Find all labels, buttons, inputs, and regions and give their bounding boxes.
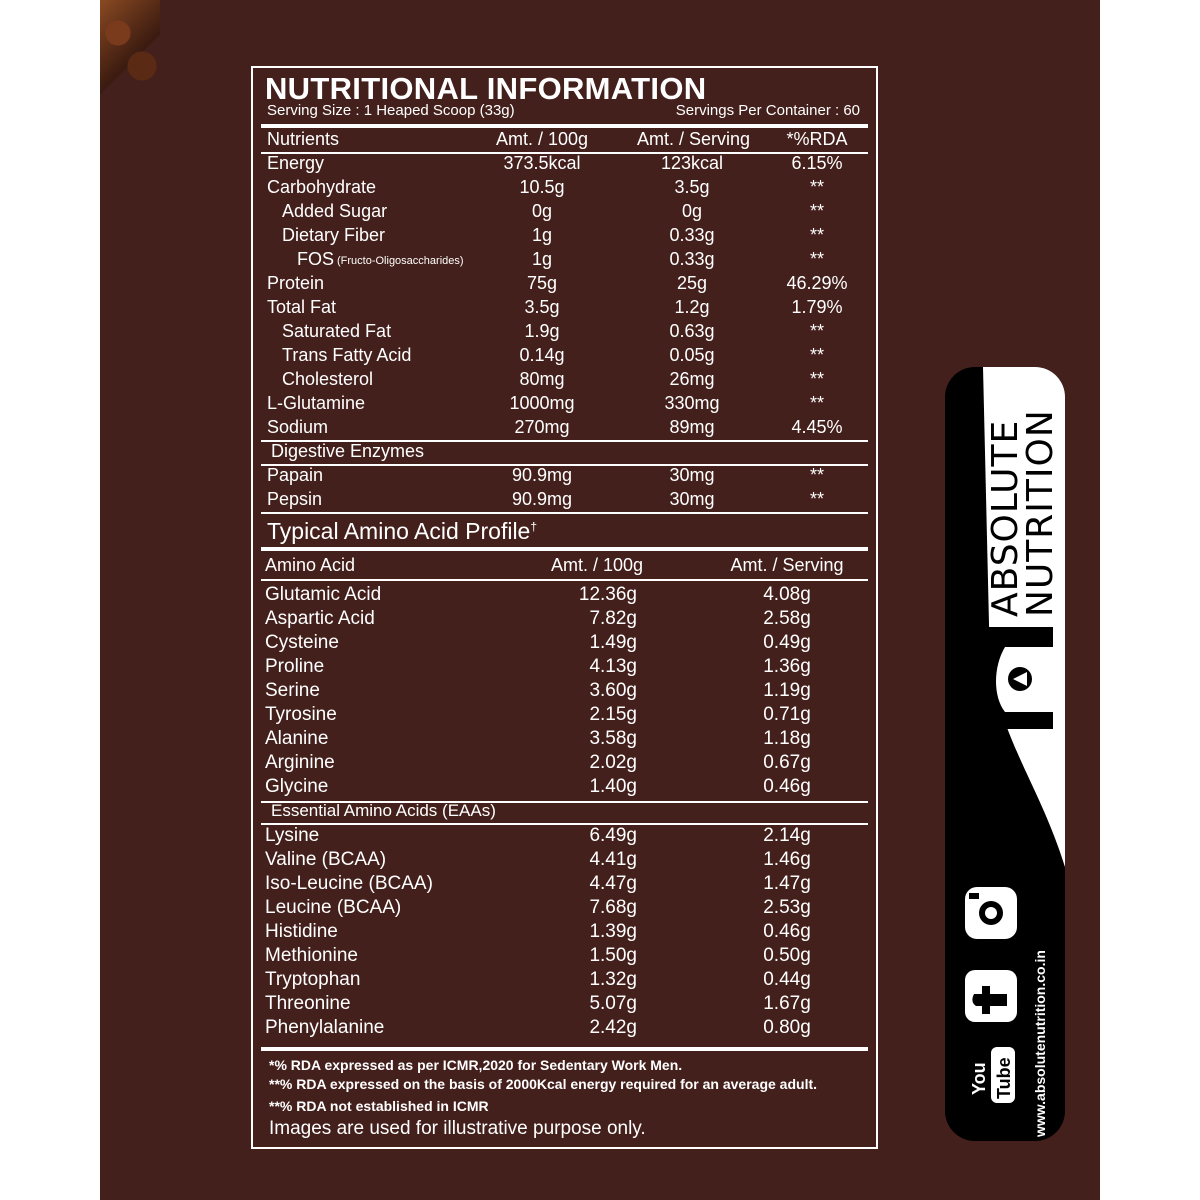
- table-row: [267, 319, 862, 343]
- row-rda: **: [809, 393, 824, 413]
- row-name: Tyrosine: [265, 704, 337, 725]
- row-amt-serving: 0.33g: [669, 225, 715, 245]
- table-row: [267, 872, 862, 896]
- row-rda: 46.29%: [786, 273, 848, 293]
- row-amt-100g: 373.5kcal: [503, 153, 581, 173]
- amino-title: [267, 518, 537, 545]
- row-name: Aspartic Acid: [265, 608, 375, 629]
- row-amt-100g: 12.36g: [578, 584, 637, 605]
- row-name: Trans Fatty Acid: [282, 345, 412, 365]
- row-name: Threonine: [265, 993, 351, 1014]
- row-amt-serving: 1.19g: [763, 680, 811, 701]
- table-row: [267, 968, 862, 992]
- header-amt-serving: Amt. / Serving: [637, 129, 751, 149]
- table-row: [267, 295, 862, 319]
- row-rda: **: [809, 225, 824, 245]
- row-amt-100g: 0.14g: [519, 345, 565, 365]
- header-amino-100g: Amt. / 100g: [550, 555, 644, 575]
- table-row: [267, 391, 862, 415]
- brand-strip: [945, 367, 1065, 1141]
- table-row: [267, 896, 862, 920]
- table-row: [267, 247, 862, 271]
- row-amt-100g: 80mg: [519, 369, 565, 389]
- row-amt-100g: 75g: [526, 273, 558, 293]
- row-amt-serving: 0.63g: [669, 321, 715, 341]
- row-name: Arginine: [265, 752, 335, 773]
- row-amt-serving: 1.2g: [674, 297, 710, 317]
- row-amt-100g: 0g: [531, 201, 553, 221]
- table-row: [267, 415, 862, 439]
- row-name: Sodium: [267, 417, 329, 437]
- table-row: [267, 848, 862, 872]
- row-amt-100g: 1.40g: [589, 776, 637, 797]
- row-name: Energy: [267, 153, 325, 173]
- table-row: [267, 679, 862, 703]
- row-rda: **: [809, 369, 824, 389]
- row-amt-100g: 3.60g: [589, 680, 637, 701]
- table-row: [267, 655, 862, 679]
- footnote-2: **% RDA expressed on the basis of 2000Kcal energy required for an average adult.: [269, 1076, 818, 1092]
- table-row: [267, 343, 862, 367]
- row-amt-100g: 1.50g: [589, 945, 637, 966]
- table-row: [267, 367, 862, 391]
- row-amt-serving: 123kcal: [660, 153, 724, 173]
- table-row: [267, 992, 862, 1016]
- divider: [261, 547, 868, 551]
- table-row: [267, 223, 862, 247]
- row-name: Lysine: [265, 825, 320, 846]
- table-row: [267, 271, 862, 295]
- row-name-note: (Fructo-Oligosaccharides): [337, 255, 464, 267]
- row-name: Pepsin: [267, 489, 323, 509]
- row-name: Iso-Leucine (BCAA): [265, 873, 433, 894]
- row-amt-serving: 3.5g: [674, 177, 710, 197]
- footnote-1: *% RDA expressed as per ICMR,2020 for Sedentary Work Men.: [269, 1057, 683, 1073]
- table-row: [267, 775, 862, 799]
- row-name: Tryptophan: [265, 969, 361, 990]
- table-row: [267, 175, 862, 199]
- row-rda: **: [809, 177, 824, 197]
- row-amt-100g: 2.15g: [589, 704, 637, 725]
- row-amt-serving: 89mg: [669, 417, 715, 437]
- table-row: [267, 583, 862, 607]
- row-amt-100g: 3.58g: [589, 728, 637, 749]
- row-amt-100g: 90.9mg: [511, 465, 573, 485]
- row-amt-serving: 0.50g: [763, 945, 811, 966]
- brand-name-line2: NUTRITION: [1020, 409, 1061, 617]
- row-amt-serving: 0.46g: [763, 776, 811, 797]
- row-amt-serving: 0.71g: [763, 704, 811, 725]
- row-amt-100g: 2.42g: [589, 1017, 637, 1038]
- row-rda: **: [809, 321, 824, 341]
- table-row: [267, 920, 862, 944]
- table-row: [267, 824, 862, 848]
- row-rda: **: [809, 345, 824, 365]
- row-amt-serving: 1.36g: [763, 656, 811, 677]
- table-row: [267, 703, 862, 727]
- row-amt-100g: 1.49g: [589, 632, 637, 653]
- row-name: Total Fat: [267, 297, 337, 317]
- row-name: Phenylalanine: [265, 1017, 385, 1038]
- row-amt-100g: 1g: [531, 249, 553, 269]
- youtube-text-tube: Tube: [994, 1057, 1014, 1099]
- table-row: [267, 751, 862, 775]
- row-amt-serving: 0.33g: [669, 249, 715, 269]
- table-row: [267, 199, 862, 223]
- row-name: Glutamic Acid: [265, 584, 382, 605]
- row-rda: **: [809, 201, 824, 221]
- brand-logo-icon: [987, 627, 1053, 729]
- row-amt-100g: 4.13g: [589, 656, 637, 677]
- facebook-icon[interactable]: [965, 970, 1017, 1022]
- divider: [261, 579, 868, 581]
- row-name: L-Glutamine: [267, 393, 366, 413]
- row-amt-100g: 270mg: [514, 417, 570, 437]
- table-row: [267, 151, 862, 175]
- row-amt-100g: 90.9mg: [511, 489, 573, 509]
- amino-header-row: [267, 553, 862, 577]
- row-rda: 1.79%: [791, 297, 843, 317]
- row-amt-serving: 0.44g: [763, 969, 811, 990]
- header-amino-acid: Amino Acid: [265, 555, 356, 575]
- row-amt-serving: 25g: [676, 273, 708, 293]
- row-name: Valine (BCAA): [265, 849, 387, 870]
- youtube-text-you: You: [969, 1062, 989, 1095]
- footnote-3: **% RDA not established in ICMR: [269, 1098, 489, 1114]
- header-amino-serving: Amt. / Serving: [730, 555, 844, 575]
- row-name: FOS: [297, 249, 335, 269]
- row-name: Methionine: [265, 945, 358, 966]
- table-row: [267, 631, 862, 655]
- row-amt-serving: 2.58g: [763, 608, 811, 629]
- youtube-icon[interactable]: [969, 1047, 1015, 1103]
- row-name: Protein: [267, 273, 325, 293]
- row-amt-100g: 4.47g: [589, 873, 637, 894]
- row-amt-100g: 1.32g: [589, 969, 637, 990]
- row-amt-100g: 1000mg: [509, 393, 575, 413]
- row-amt-serving: 0.46g: [763, 921, 811, 942]
- row-rda: **: [809, 249, 824, 269]
- row-amt-serving: 1.47g: [763, 873, 811, 894]
- nutrients-header-row: [267, 127, 862, 151]
- row-amt-serving: 0.49g: [763, 632, 811, 653]
- row-rda: **: [809, 489, 824, 509]
- row-name: Proline: [265, 656, 325, 677]
- row-amt-serving: 2.53g: [763, 897, 811, 918]
- row-amt-serving: 0g: [681, 201, 703, 221]
- serving-size: Serving Size : 1 Heaped Scoop (33g): [267, 102, 515, 119]
- row-amt-100g: 1.39g: [589, 921, 637, 942]
- row-name: Cholesterol: [282, 369, 374, 389]
- amino-title-text: Typical Amino Acid Profile: [267, 518, 531, 544]
- row-name: Alanine: [265, 728, 329, 749]
- table-row: [267, 607, 862, 631]
- header-amt-100g: Amt. / 100g: [495, 129, 589, 149]
- row-amt-100g: 1.9g: [524, 321, 560, 341]
- row-amt-100g: 1g: [531, 225, 553, 245]
- row-amt-serving: 0.05g: [669, 345, 715, 365]
- header-rda: *%RDA: [786, 129, 848, 149]
- instagram-icon[interactable]: [965, 887, 1017, 939]
- row-rda: 4.45%: [791, 417, 843, 437]
- row-amt-100g: 3.5g: [524, 297, 560, 317]
- row-amt-serving: 330mg: [664, 393, 720, 413]
- row-amt-serving: 1.67g: [763, 993, 811, 1014]
- row-amt-100g: 2.02g: [589, 752, 637, 773]
- row-name: Dietary Fiber: [282, 225, 386, 245]
- row-amt-serving: 1.46g: [763, 849, 811, 870]
- divider: [261, 512, 868, 514]
- brand-name-line1: ABSOLUTE: [985, 419, 1026, 617]
- row-name: Saturated Fat: [282, 321, 392, 341]
- nuts-image-corner: [100, 0, 160, 110]
- servings-per-container: Servings Per Container : 60: [675, 102, 860, 119]
- amino-title-mark: †: [530, 519, 538, 534]
- brand-website: www.absolutenutrition.co.in: [1032, 950, 1048, 1137]
- divider: [261, 1047, 868, 1051]
- row-name: Serine: [265, 680, 320, 701]
- row-amt-serving: 30mg: [669, 489, 715, 509]
- row-name: Leucine (BCAA): [265, 897, 402, 918]
- row-name: Glycine: [265, 776, 329, 797]
- row-name: Papain: [267, 465, 324, 485]
- nutrition-label: [251, 66, 878, 1149]
- table-row: [267, 463, 862, 487]
- row-name: Carbohydrate: [267, 177, 377, 197]
- row-amt-100g: 6.49g: [589, 825, 637, 846]
- row-rda: 6.15%: [791, 153, 843, 173]
- table-row: [267, 1016, 862, 1040]
- table-row: [267, 944, 862, 968]
- label-title: NUTRITIONAL INFORMATION: [265, 71, 707, 106]
- row-name: Cysteine: [265, 632, 339, 653]
- row-amt-serving: 30mg: [669, 465, 715, 485]
- row-amt-serving: 4.08g: [763, 584, 811, 605]
- row-rda: **: [809, 465, 824, 485]
- header-nutrients: Nutrients: [267, 129, 340, 149]
- table-row: [267, 727, 862, 751]
- row-amt-100g: 4.41g: [589, 849, 637, 870]
- row-amt-100g: 5.07g: [589, 993, 637, 1014]
- row-amt-serving: 0.67g: [763, 752, 811, 773]
- enzymes-title: Digestive Enzymes: [271, 441, 425, 461]
- row-name: Added Sugar: [282, 201, 388, 221]
- row-amt-serving: 2.14g: [763, 825, 811, 846]
- row-amt-100g: 7.82g: [589, 608, 637, 629]
- eaa-title: Essential Amino Acids (EAAs): [271, 801, 496, 820]
- row-amt-serving: 1.18g: [763, 728, 811, 749]
- row-amt-serving: 0.80g: [763, 1017, 811, 1038]
- row-amt-100g: 10.5g: [519, 177, 565, 197]
- row-name: Histidine: [265, 921, 338, 942]
- row-amt-serving: 26mg: [669, 369, 715, 389]
- brand-graphics: [945, 367, 1065, 1141]
- table-row: [267, 487, 862, 511]
- row-amt-100g: 7.68g: [589, 897, 637, 918]
- disclaimer: Images are used for illustrative purpose only.: [269, 1118, 646, 1139]
